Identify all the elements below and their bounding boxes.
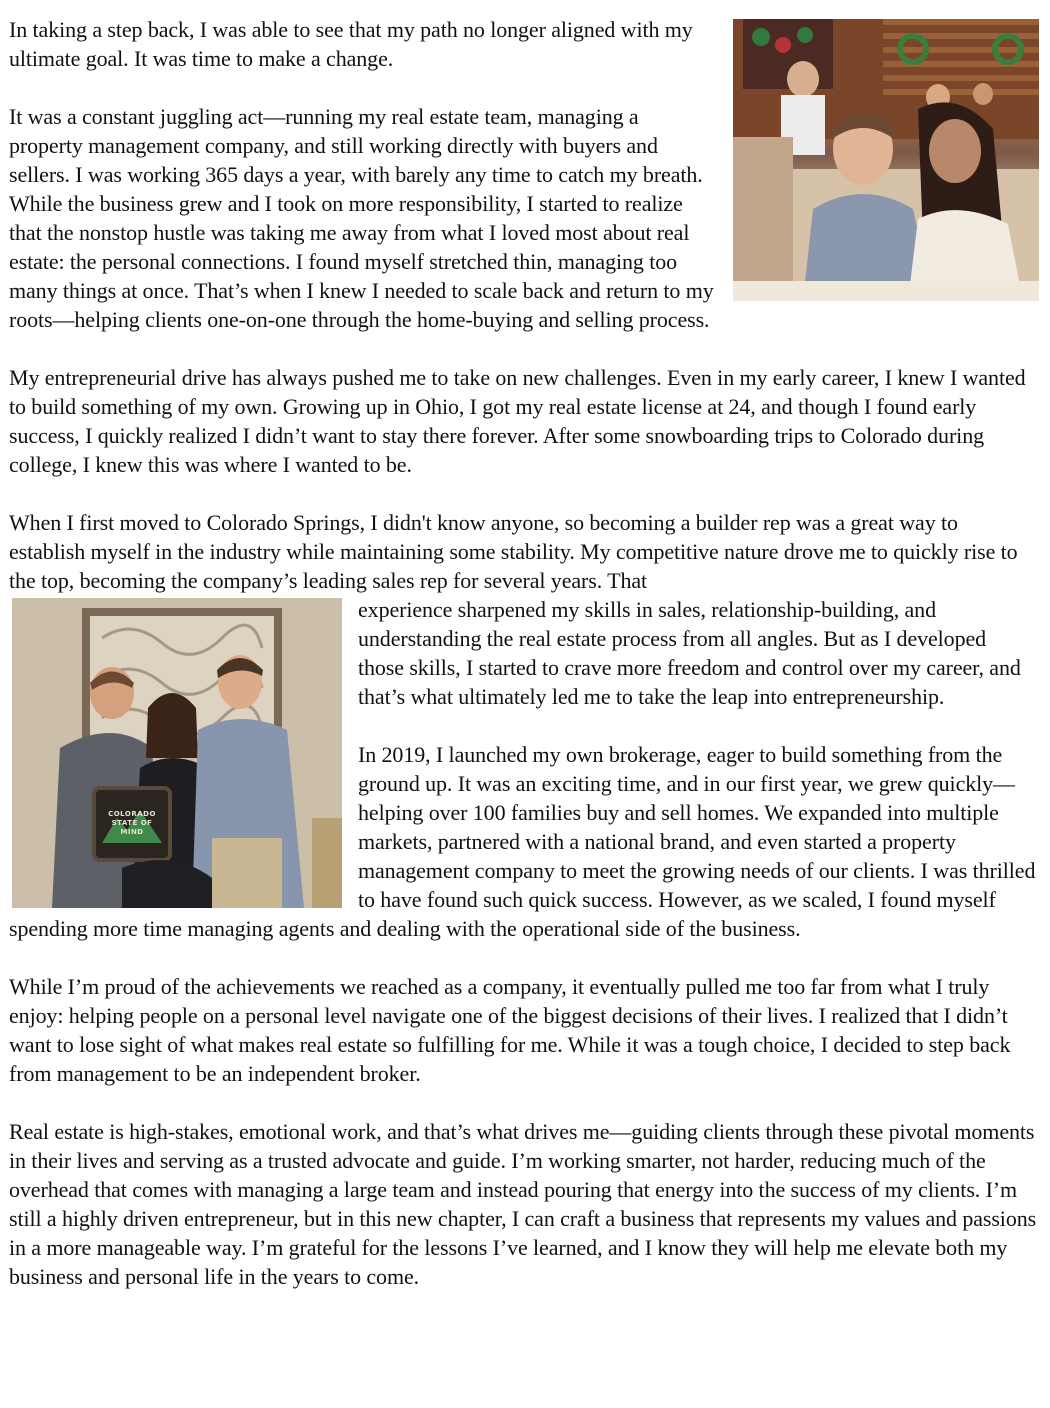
document-body (9, 15, 1037, 1291)
paragraph: In 2019, I launched my own brokerage, eager to build something from the ground up. It was an exciting time, and in our first year, we grew quickly—helping over 100 families buy and sell homes. We expanded into multiple markets, partnered with a national brand, and even started a property management company to meet the growing needs of our clients. I was thrilled to have found such quick success. However, as we scaled, I found myself spending more time managing agents and dealing with the operational side of the business. (9, 742, 1036, 941)
paragraph: When I first moved to Colorado Springs, I didn't know anyone, so becoming a builder rep was a great way to establish myself in the industry while maintaining some stability. My competitive nature drove me to quickly rise to the top, becoming the company’s leading sales rep for several years. That (9, 510, 1018, 593)
paragraph: experience sharpened my skills in sales, relationship-building, and understanding the real estate process from all angles. But as I developed those skills, I started to crave more freedom and control over my career, and that’s what ultimately led me to take the leap into entrepreneurship. (358, 597, 1021, 709)
couple-restaurant-photo (733, 19, 1039, 301)
group-with-sign-photo (12, 598, 342, 908)
paragraph: It was a constant juggling act—running my real estate team, managing a property management company, and still working directly with buyers and sellers. I was working 365 days a year, with barely any time to catch my breath. While the business grew and I took on more responsibility, I started to realize that the nonstop hustle was taking me away from what I loved most about real estate: the personal connections. I found myself stretched thin, managing too many things at once. That’s when I knew I needed to scale back and return to my roots—helping clients one-on-one through the home-buying and selling process. (9, 104, 714, 332)
paragraph: While I’m proud of the achievements we reached as a company, it eventually pulled me too far from what I truly enjoy: helping people on a personal level navigate one of the biggest decisions of their lives. I realized that I didn’t want to lose sight of what makes real estate so fulfilling for me. While it was a tough choice, I decided to step back from management to be an independent broker. (9, 974, 1011, 1086)
photo-couple-restaurant-icon (733, 19, 1039, 301)
paragraph: Real estate is high-stakes, emotional work, and that’s what drives me—guiding clients through these pivotal moments in their lives and serving as a trusted advocate and guide. I’m working smarter, not harder, reducing much of the overhead that comes with managing a large team and instead pouring that energy into the success of my clients. I’m still a highly driven entrepreneur, but in this new chapter, I can craft a business that represents my values and passions in a more manageable way. I’m grateful for the lessons I’ve learned, and I know they will help me elevate both my business and personal life in the years to come. (9, 1119, 1037, 1289)
paragraph: In taking a step back, I was able to see that my path no longer aligned with my ultimate goal. It was time to make a change. (9, 17, 693, 71)
paragraph: My entrepreneurial drive has always pushed me to take on new challenges. Even in my early career, I knew I wanted to build something of my own. Growing up in Ohio, I got my real estate license at 24, and though I found early success, I quickly realized I didn’t want to stay there forever. After some snowboarding trips to Colorado during college, I knew this was where I wanted to be. (9, 365, 1026, 477)
photo-group-with-sign-icon (12, 598, 342, 908)
sign-text: COLORADO STATE OF MIND (108, 810, 156, 836)
